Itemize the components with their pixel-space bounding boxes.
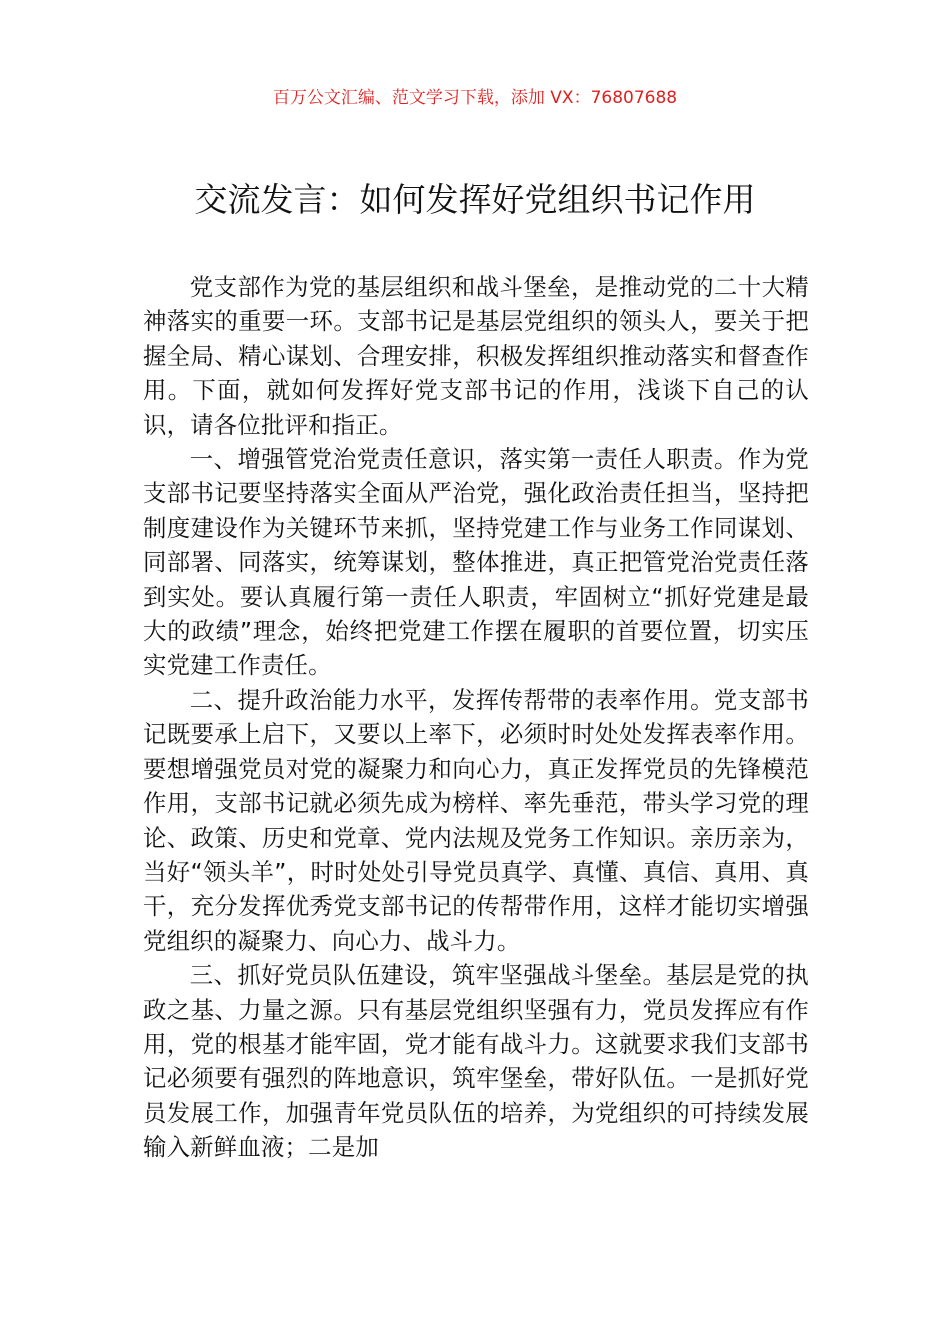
- paragraph-section-2: 二、提升政治能力水平，发挥传帮带的表率作用。党支部书记既要承上启下，又要以上率下，必须时时处处发挥表率作用。要想增强党员对党的凝聚力和向心力，真正发挥党员的先锋模范作用，支部书记就必须先成为榜样、率先垂范，带头学习党的理论、政策、历史和党章、党内法规及党务工作知识。亲历亲为，当好“领头羊”，时时处处引导党员真学、真懂、真信、真用、真干，充分发挥优秀党支部书记的传帮带作用，这样才能切实增强党组织的凝聚力、向心力、战斗力。: [143, 685, 809, 955]
- document-body: [143, 270, 809, 1165]
- watermark-header: 百万公文汇编、范文学习下载，添加 VX：76807688: [272, 88, 678, 108]
- paragraph-section-1: 一、增强管党治党责任意识，落实第一责任人职责。作为党支部书记要坚持落实全面从严治党，强化政治责任担当，坚持把制度建设作为关键环节来抓，坚持党建工作与业务工作同谋划、同部署、同落实，统筹谋划，整体推进，真正把管党治党责任落到实处。要认真履行第一责任人职责，牢固树立“抓好党建是最大的政绩”理念，始终把党建工作摆在履职的首要位置，切实压实党建工作责任。: [143, 445, 809, 680]
- paragraph-section-3: 三、抓好党员队伍建设，筑牢坚强战斗堡垒。基层是党的执政之基、力量之源。只有基层党组织坚强有力，党员发挥应有作用，党的根基才能牢固，党才能有战斗力。这就要求我们支部书记必须要有强烈的阵地意识，筑牢堡垒，带好队伍。一是抓好党员发展工作，加强青年党员队伍的培养，为党组织的可持续发展输入新鲜血液；二是加: [143, 961, 809, 1162]
- document-title: 交流发言：如何发挥好党组织书记作用: [194, 180, 756, 219]
- paragraph-intro: 党支部作为党的基层组织和战斗堡垒，是推动党的二十大精神落实的重要一环。支部书记是基层党组织的领头人，要关于把握全局、精心谋划、合理安排，积极发挥组织推动落实和督查作用。下面，就如何发挥好党支部书记的作用，浅谈下自己的认识，请各位批评和指正。: [143, 273, 809, 439]
